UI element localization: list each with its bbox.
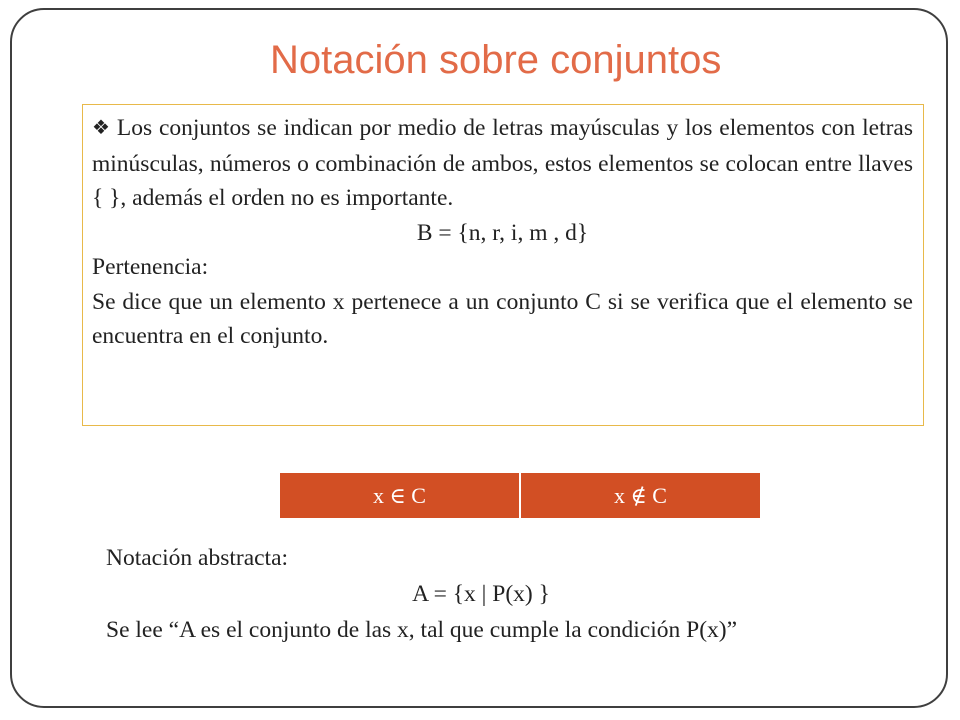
set-example: B = {n, r, i, m , d} (416, 219, 589, 246)
definition-box (82, 104, 924, 426)
diamond-bullet-icon: ❖ (92, 117, 111, 139)
definition-text: Los conjuntos se indican por medio de letras mayúsculas y los elementos con letras minúsculas, números o combinación de ambos, estos elementos se colocan entre llaves { }, además el orden no es importante. (92, 115, 914, 211)
membership-table (280, 473, 760, 518)
abstract-notation-heading: Notación abstracta: (106, 545, 289, 571)
pertenencia-heading: Pertenencia: (92, 254, 209, 280)
table-cell-not-belongs: x ∉ C (519, 473, 760, 518)
slide-title: Notación sobre conjuntos (270, 38, 722, 82)
formula-reading: Se lee “A es el conjunto de las x, tal que cumple la condición P(x)” (106, 617, 738, 643)
table-cell-belongs: x ∈ C (373, 482, 426, 508)
pertenencia-text: Se dice que un elemento x pertenece a un conjunto C si se verifica que el elemento se encuentra en el conjunto. (92, 288, 913, 349)
abstract-formula: A = {x | P(x) } (412, 581, 550, 607)
definition-paragraph (92, 111, 913, 216)
abstract-notation-section (106, 540, 886, 648)
